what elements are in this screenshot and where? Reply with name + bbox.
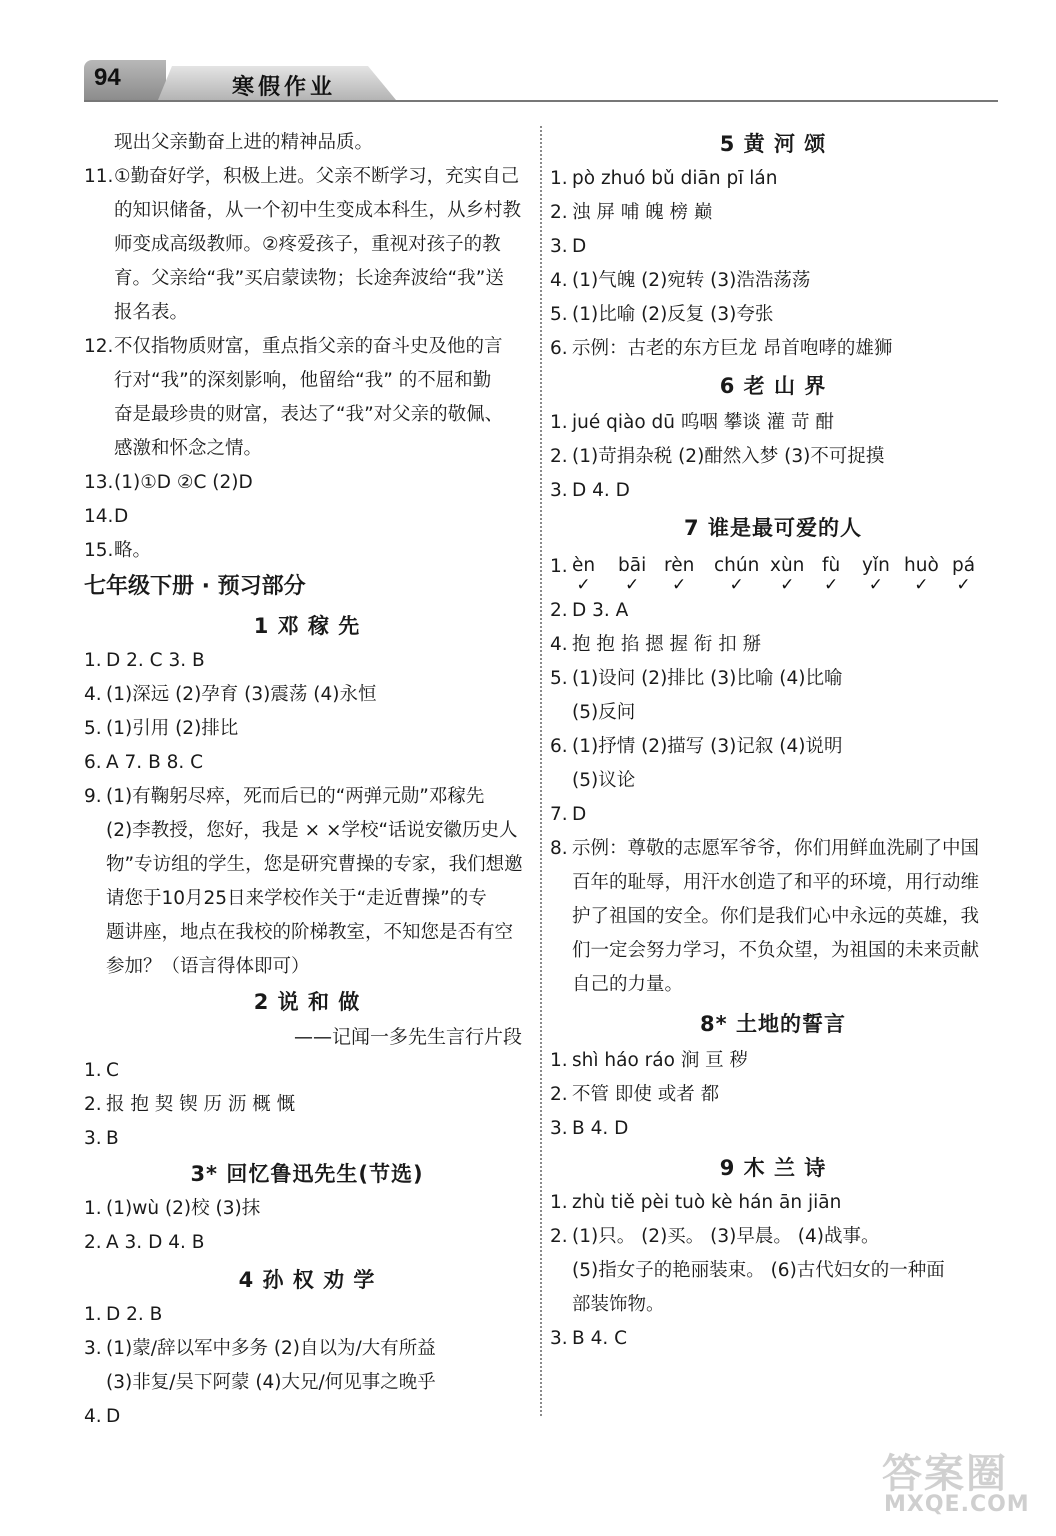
- s3-answer-2: 2. A 3. D 4. B: [84, 1232, 205, 1253]
- watermark-url: MXQE.COM: [884, 1492, 1030, 1517]
- watermark-logo: 答案圈: [882, 1451, 1008, 1497]
- section-title-6: 6 老 山 界: [719, 374, 827, 398]
- s5-answer-4: 4. (1)气魄 (2)宛转 (3)浩浩荡荡: [550, 270, 811, 291]
- answer-line: 现出父亲勤奋上进的精神品质。: [114, 132, 374, 153]
- section-title-1: 1 邓 稼 先: [253, 614, 361, 638]
- header-rule: [84, 100, 998, 102]
- s1-answer-1: 1. D 2. C 3. B: [84, 650, 205, 671]
- answer-line: (5)反问: [572, 702, 636, 723]
- pinyin-checked: èn ✓: [572, 555, 596, 595]
- s5-answer-6: 6. 示例：古老的东方巨龙 昂首咆哮的雄狮: [550, 338, 893, 359]
- check-icon: ✓: [672, 575, 687, 595]
- pinyin-checked: pá ✓: [952, 555, 976, 595]
- answer-line: 报名表。: [114, 302, 189, 323]
- s6-answer-2: 2. (1)苛捐杂税 (2)酣然入梦 (3)不可捉摸: [550, 446, 885, 467]
- pinyin-checked: rèn ✓: [664, 555, 695, 595]
- answer-line: 的知识储备，从一个初中生变成本科生，从乡村教: [114, 200, 522, 221]
- check-icon: ✓: [956, 575, 971, 595]
- section-title-3: 3* 回忆鲁迅先生(节选): [190, 1162, 424, 1186]
- check-icon: ✓: [576, 575, 591, 595]
- answer-line: 物”专访组的学生，您是研究曹操的专家，我们想邀: [106, 854, 523, 875]
- answer-line: (5)指女子的艳丽装束。 (6)古代妇女的一种面: [572, 1260, 945, 1281]
- check-icon: ✓: [780, 575, 795, 595]
- answer-line: 自己的力量。: [572, 974, 684, 995]
- answer-line: 行对“我”的深刻影响，他留给“我” 的不屈和勤: [114, 370, 492, 391]
- pinyin-checked: fù ✓: [822, 555, 841, 595]
- section-title-7: 7 谁是最可爱的人: [684, 516, 862, 540]
- s8-answer-1: 1. shì háo ráo 涧 亘 秽: [550, 1050, 749, 1071]
- s1-answer-4: 4. (1)深远 (2)孕育 (3)震荡 (4)永恒: [84, 684, 377, 705]
- s6-answer-1: 1. jué qiào dū 呜咽 攀谈 灌 苛 酣: [550, 412, 834, 433]
- s1-answer-9: 9. (1)有鞠躬尽瘁，死而后已的“两弹元勋”邓稼先: [84, 786, 485, 807]
- answer-11: 11. ①勤奋好学，积极上进。父亲不断学习，充实自己: [84, 166, 520, 187]
- answer-line: 请您于10月25日来学校作关于“走近曹操”的专: [106, 888, 487, 909]
- answer-13: 13. (1)①D ②C (2)D: [84, 472, 253, 493]
- answer-line: 奋是最珍贵的财富，表达了“我”对父亲的敬佩、: [114, 404, 504, 425]
- answer-line: 师变成高级教师。②疼爱孩子，重视对孩子的教: [114, 234, 501, 255]
- s8-answer-2: 2. 不管 即使 或者 都: [550, 1084, 720, 1105]
- page-header: [0, 0, 1056, 110]
- part-title: 七年级下册 · 预习部分: [84, 574, 306, 599]
- check-icon: ✓: [868, 575, 884, 595]
- s3-answer-1: 1. (1)wù (2)校 (3)抹: [84, 1198, 261, 1219]
- s2-answer-3: 3. B: [84, 1128, 119, 1149]
- s7-answer-5: 5. (1)设问 (2)排比 (3)比喻 (4)比喻: [550, 668, 843, 689]
- pinyin-checked: bāi ✓: [618, 555, 647, 595]
- s7-answer-6: 6. (1)抒情 (2)描写 (3)记叙 (4)说明: [550, 736, 843, 757]
- s9-answer-1: 1. zhù tiě pèi tuò kè hán ān jiān: [550, 1192, 842, 1213]
- pinyin-checked: chún ✓: [714, 555, 760, 595]
- answer-15: 15. 略。: [84, 540, 152, 561]
- answer-line: 育。父亲给“我”买启蒙读物；长途奔波给“我”送: [114, 268, 504, 289]
- s9-answer-3: 3. B 4. C: [550, 1328, 628, 1349]
- section-title-8: 8* 土地的誓言: [700, 1012, 846, 1036]
- section-title-9: 9 木 兰 诗: [719, 1156, 827, 1180]
- answer-line: (3)非复/吴下阿蒙 (4)大兄/何见事之晚乎: [106, 1372, 436, 1393]
- s5-answer-1: 1. pò zhuó bǔ diān pī lán: [550, 168, 778, 189]
- section-subtitle-2: ——记闻一多先生言行片段: [293, 1026, 522, 1048]
- s7-answer-1: 1.: [550, 556, 568, 577]
- check-icon: ✓: [729, 575, 744, 595]
- s4-answer-3: 3. (1)蒙/辞以军中多务 (2)自以为/大有所益: [84, 1338, 436, 1359]
- s2-answer-2: 2. 报 抱 契 锲 历 沥 概 慨: [84, 1094, 296, 1115]
- answer-line: 百年的耻辱，用汗水创造了和平的环境，用行动维: [572, 872, 980, 893]
- answer-line: 感激和怀念之情。: [114, 438, 263, 459]
- s7-answer-7: 7. D: [550, 804, 587, 825]
- answer-line: 护了祖国的安全。你们是我们心中永远的英雄，我: [572, 906, 980, 927]
- answer-line: 参加？（语言得体即可）: [106, 956, 310, 977]
- check-icon: ✓: [624, 575, 640, 595]
- check-icon: ✓: [914, 575, 929, 595]
- answer-line: 题讲座，地点在我校的阶梯教室，不知您是否有空: [106, 922, 514, 943]
- pinyin-checked: yǐn ✓: [862, 555, 890, 595]
- s5-answer-2: 2. 浊 屏 哺 魄 榜 巅: [550, 202, 713, 223]
- check-icon: ✓: [824, 575, 839, 595]
- s4-answer-4: 4. D: [84, 1406, 121, 1427]
- s1-answer-6: 6. A 7. B 8. C: [84, 752, 204, 773]
- answer-line: 们一定会努力学习，不负众望，为祖国的未来贡献: [572, 940, 980, 961]
- column-divider: [540, 126, 542, 1416]
- answer-line: 部装饰物。: [572, 1294, 665, 1315]
- pinyin-checked: xùn ✓: [770, 555, 805, 595]
- s8-answer-3: 3. B 4. D: [550, 1118, 629, 1139]
- section-title-4: 4 孙 权 劝 学: [238, 1268, 376, 1292]
- answer-line: (5)议论: [572, 770, 636, 791]
- pinyin-check-row: [572, 554, 992, 594]
- s1-answer-5: 5. (1)引用 (2)排比: [84, 718, 239, 739]
- s5-answer-5: 5. (1)比喻 (2)反复 (3)夸张: [550, 304, 774, 325]
- section-title-5: 5 黄 河 颂: [719, 132, 827, 156]
- s7-answer-4: 4. 抱 抱 掐 摁 握 衔 扣 掰: [550, 634, 762, 655]
- s9-answer-2: 2. (1)只。 (2)买。 (3)早晨。 (4)战事。: [550, 1226, 880, 1247]
- s6-answer-3: 3. D 4. D: [550, 480, 630, 501]
- s7-answer-2: 2. D 3. A: [550, 600, 629, 621]
- section-title-2: 2 说 和 做: [253, 990, 361, 1014]
- s7-answer-8: 8. 示例：尊敬的志愿军爷爷，你们用鲜血洗刷了中国: [550, 838, 980, 859]
- answer-14: 14. D: [84, 506, 129, 527]
- pinyin-checked: huò ✓: [904, 555, 939, 595]
- page-number: 94: [94, 64, 121, 91]
- s5-answer-3: 3. D: [550, 236, 587, 257]
- answer-line: (2)李教授，您好，我是 × ×学校“话说安徽历史人: [106, 820, 518, 841]
- s4-answer-1: 1. D 2. B: [84, 1304, 163, 1325]
- answer-12: 12. 不仅指物质财富，重点指父亲的奋斗史及他的言: [84, 336, 503, 357]
- header-title: 寒假作业: [232, 74, 337, 100]
- s2-answer-1: 1. C: [84, 1060, 119, 1081]
